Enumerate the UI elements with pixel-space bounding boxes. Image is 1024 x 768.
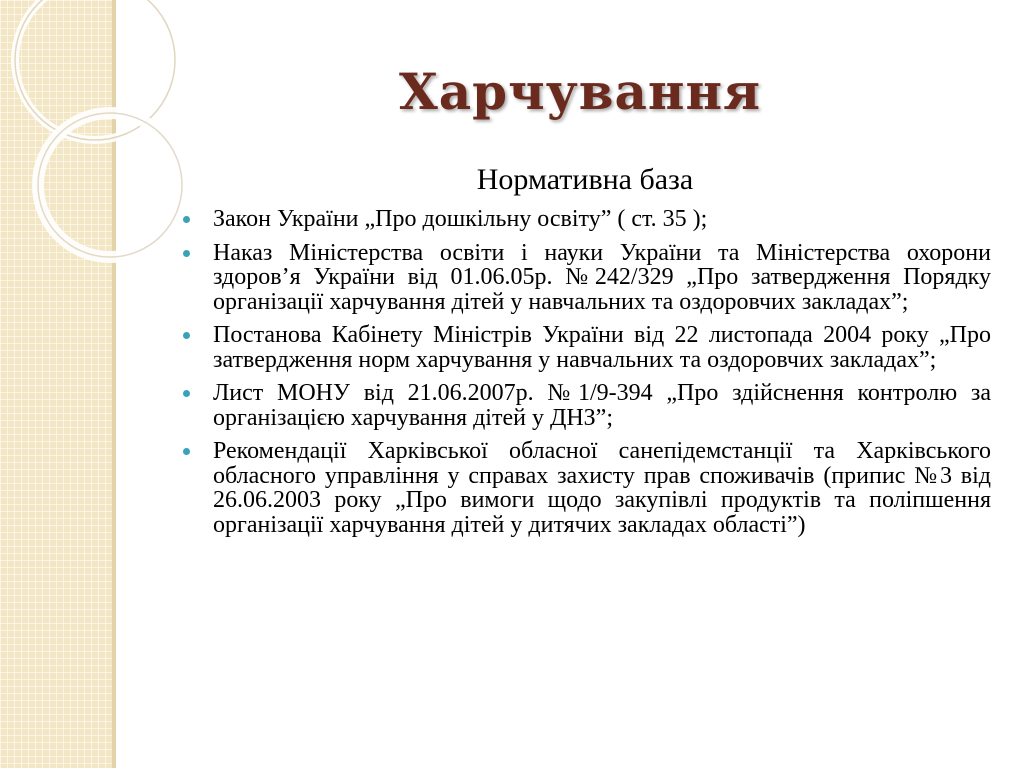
list-item bbox=[183, 207, 991, 232]
list-item bbox=[183, 439, 991, 537]
list-item bbox=[183, 241, 991, 315]
bullet-dot-icon bbox=[183, 332, 190, 339]
bullet-dot-icon bbox=[183, 390, 190, 397]
list-item bbox=[183, 323, 991, 372]
bullet-list bbox=[183, 207, 991, 546]
list-item-text: Лист МОНУ від 21.06.2007р. №1/9-394 „Про здійснення контролю за організацією харчування дітей у ДНЗ”; bbox=[213, 380, 991, 431]
bullet-dot-icon bbox=[183, 216, 190, 223]
list-item-text: Наказ Міністерства освіти і науки України та Міністерства охорони здоров’я України від 01.06.05р. №242/329 „Про затвердження Порядку організації харчування дітей у навчальних та оздоровчих закладах”; bbox=[213, 239, 991, 315]
bullet-dot-icon bbox=[183, 250, 190, 257]
list-item-text: Рекомендації Харківської обласної санепідемстанції та Харківського обласного управління у справах захисту прав споживачів (припис №3 від 26.06.2003 року „Про вимоги щодо закупівлі продуктів та поліпшення організації харчування дітей у дитячих закладах області”) bbox=[213, 438, 991, 538]
list-item-text: Закон України „Про дошкільну освіту” ( ст. 35 ); bbox=[213, 206, 708, 232]
list-item-text: Постанова Кабінету Міністрів України від 22 листопада 2004 року „Про затвердження норм харчування у навчальних та оздоровчих закладах”; bbox=[213, 322, 991, 373]
slide-title: Харчування bbox=[398, 62, 762, 121]
bullet-dot-icon bbox=[183, 448, 190, 455]
list-item bbox=[183, 381, 991, 430]
slide-subtitle: Нормативна база bbox=[476, 163, 694, 196]
